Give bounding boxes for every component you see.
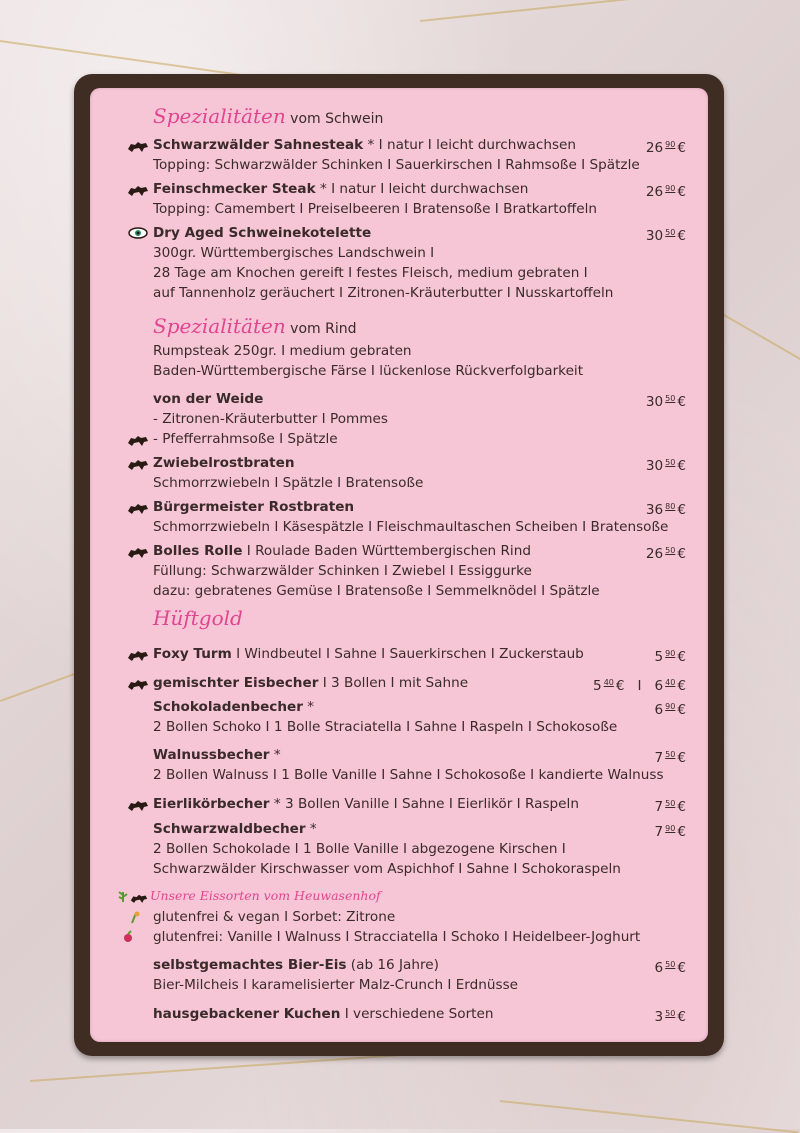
menu-item — [0, 697, 800, 717]
item-name: Eierlikörbecher — [153, 796, 270, 812]
item-description: 300gr. Württembergisches Landschwein I — [153, 245, 435, 261]
section-title-rind — [153, 314, 357, 342]
item-description: dazu: gebratenes Gemüse I Bratensoße I Semmelknödel I Spätzle — [153, 583, 600, 599]
menu-item — [0, 135, 800, 155]
item-price: 5 $^{90}$ € — [654, 649, 686, 665]
item-name: Schokoladenbecher — [153, 699, 303, 715]
menu-item — [0, 497, 800, 517]
item-price: 7 $^{50}$ € — [654, 799, 686, 815]
eissorten-line: glutenfrei & vegan I Sorbet: Zitrone — [153, 909, 396, 925]
item-description: auf Tannenholz geräuchert I Zitronen-Kräuterbutter I Nusskartoffeln — [153, 285, 614, 301]
menu-item — [0, 223, 800, 243]
item-description: 2 Bollen Schokolade I 1 Bolle Vanille I abgezogene Kirschen I — [153, 841, 566, 857]
menu-item — [0, 955, 800, 975]
item-extra: * — [269, 747, 281, 763]
item-extra: I Roulade Baden Württembergischen Rind — [242, 543, 531, 559]
item-description: Füllung: Schwarzwälder Schinken I Zwiebel I Essiggurke — [153, 563, 532, 579]
item-price: 36 $^{80}$ € — [645, 502, 686, 518]
item-price: 26 $^{90}$ € — [645, 184, 686, 200]
menu-item — [0, 819, 800, 839]
item-name: Schwarzwälder Sahnesteak — [153, 137, 364, 153]
item-name: selbstgemachtes Bier-Eis — [153, 957, 347, 973]
item-name: Zwiebelrostbraten — [153, 455, 295, 471]
item-price: 26 $^{90}$ € — [645, 140, 686, 156]
item-extra: (ab 16 Jahre) — [346, 957, 439, 973]
item-extra: * — [302, 699, 315, 715]
item-extra: I verschiedene Sorten — [340, 1006, 494, 1022]
item-name: Schwarzwaldbecher — [153, 821, 306, 837]
eissorten-line: glutenfrei: Vanille I Walnuss I Stracciatella I Schoko I Heidelbeer-Joghurt — [153, 929, 641, 945]
item-extra: * — [305, 821, 317, 837]
item-price: 30 $^{50}$ € — [645, 394, 686, 410]
menu-item — [0, 644, 800, 664]
item-description: - Pfefferrahmsoße I Spätzle — [153, 431, 338, 447]
item-extra: * I natur I leicht durchwachsen — [363, 137, 576, 153]
leaf-icon — [116, 889, 130, 903]
price-separator: I — [637, 678, 642, 694]
item-price: 7 $^{90}$ € — [654, 824, 686, 840]
item-extra: I Windbeutel I Sahne I Sauerkirschen I Zuckerstaub — [231, 646, 584, 662]
section-title-hueftgold — [153, 606, 243, 634]
menu-item — [0, 794, 800, 814]
section-intro: Rumpsteak 250gr. I medium gebraten — [153, 343, 412, 359]
item-price: 5 $^{40}$ € I 6 $^{40}$ € — [593, 678, 686, 694]
item-extra: * I natur I leicht durchwachsen — [315, 181, 529, 197]
item-price: 26 $^{50}$ € — [645, 546, 686, 562]
section-title: Spezialitäten — [153, 104, 286, 128]
menu-item — [0, 389, 800, 409]
item-name: hausgebackener Kuchen — [153, 1006, 341, 1022]
item-extra: * 3 Bollen Vanille I Sahne I Eierlikör I Raspeln — [269, 796, 579, 812]
item-name: gemischter Eisbecher — [153, 675, 319, 691]
item-price: 30 $^{50}$ € — [645, 228, 686, 244]
item-name: Walnussbecher — [153, 747, 270, 763]
item-description: - Zitronen-Kräuterbutter I Pommes — [153, 411, 388, 427]
item-description: Topping: Schwarzwälder Schinken I Sauerkirschen I Rahmsoße I Spätzle — [153, 157, 640, 173]
item-description: Bier-Milcheis I karamelisierter Malz-Crunch I Erdnüsse — [153, 977, 519, 993]
menu-item — [0, 453, 800, 473]
item-name: Bolles Rolle — [153, 543, 243, 559]
menu-item — [0, 541, 800, 561]
item-price: 30 $^{50}$ € — [645, 458, 686, 474]
item-description: 2 Bollen Schoko I 1 Bolle Straciatella I Sahne I Raspeln I Schokosoße — [153, 719, 618, 735]
item-description: Schmorrzwiebeln I Käsespätzle I Fleischmaultaschen Scheiben I Bratensoße — [153, 519, 669, 535]
menu-item — [0, 179, 800, 199]
lion-icon — [130, 891, 148, 905]
item-description: Topping: Camembert I Preiselbeeren I Bratensoße I Bratkartoffeln — [153, 201, 598, 217]
item-name: Bürgermeister Rostbraten — [153, 499, 355, 515]
item-description: Schmorrzwiebeln I Spätzle I Bratensoße — [153, 475, 424, 491]
menu-item — [0, 1004, 800, 1024]
item-price: 3 $^{50}$ € — [654, 1009, 686, 1025]
section-intro: Baden-Württembergische Färse I lückenlose Rückverfolgbarkeit — [153, 363, 584, 379]
item-price: 6 $^{90}$ € — [654, 702, 686, 718]
item-name: Dry Aged Schweinekotelette — [153, 225, 372, 241]
item-name: Foxy Turm — [153, 646, 232, 662]
section-title-schwein — [153, 104, 383, 132]
menu-item — [0, 745, 800, 765]
menu-item — [0, 673, 800, 693]
section-title: Hüftgold — [153, 606, 243, 630]
item-description: Schwarzwälder Kirschwasser vom Aspichhof I Sahne I Schokoraspeln — [153, 861, 621, 877]
item-description: 2 Bollen Walnuss I 1 Bolle Vanille I Sahne I Schokosoße I kandierte Walnuss — [153, 767, 664, 783]
item-extra: I 3 Bollen I mit Sahne — [318, 675, 469, 691]
section-title: Spezialitäten — [153, 314, 286, 338]
item-price: 7 $^{50}$ € — [654, 750, 686, 766]
item-price: 6 $^{50}$ € — [654, 960, 686, 976]
item-name: von der Weide — [153, 391, 264, 407]
eissorten-title: Unsere Eissorten vom Heuwasenhof — [150, 888, 381, 903]
item-name: Feinschmecker Steak — [153, 181, 316, 197]
section-subtitle: vom Schwein — [290, 111, 384, 127]
section-subtitle: vom Rind — [290, 321, 357, 337]
item-description: 28 Tage am Knochen gereift I festes Fleisch, medium gebraten I — [153, 265, 588, 281]
